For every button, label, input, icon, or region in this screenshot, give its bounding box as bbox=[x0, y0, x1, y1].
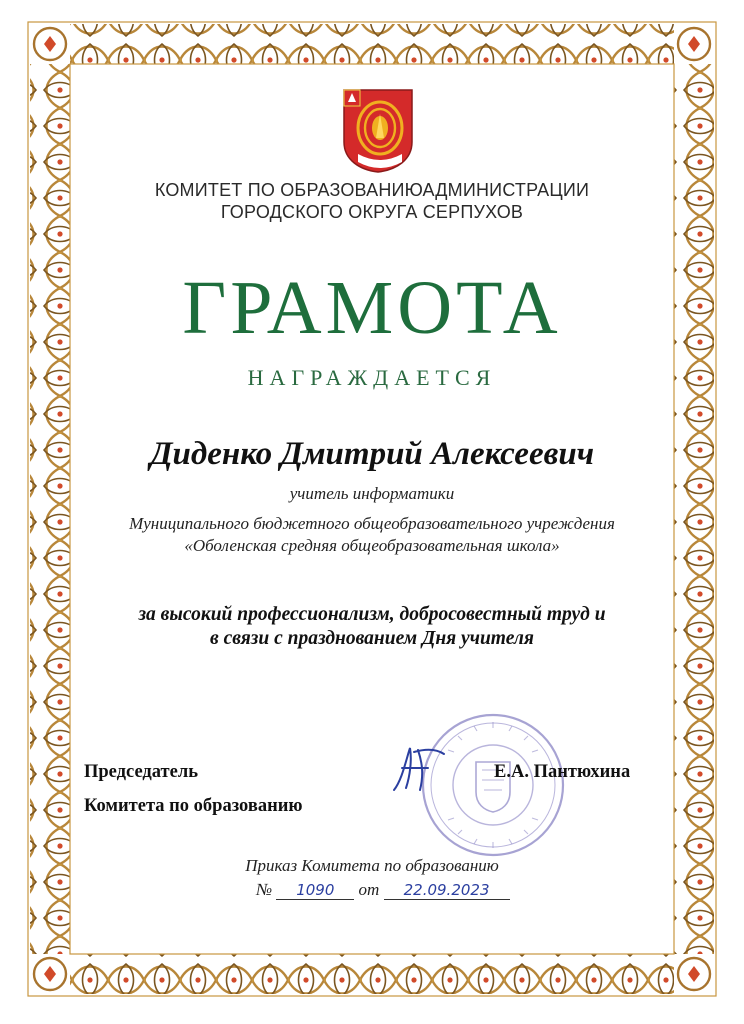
signatory-role-line-1: Председатель bbox=[84, 762, 198, 782]
award-reason-line-1: за высокий профессионализм, добросовестный труд и bbox=[138, 604, 606, 625]
awarded-label: НАГРАЖДАЕТСЯ bbox=[247, 365, 497, 390]
coat-of-arms-emblem bbox=[340, 84, 416, 174]
award-reason-line-2: в связи с празднованием Дня учителя bbox=[210, 628, 534, 649]
order-date-prefix: от bbox=[358, 880, 380, 899]
recipient-position: учитель информатики bbox=[289, 484, 455, 503]
order-reference bbox=[256, 880, 510, 900]
signatory-name: Е.А. Пантюхина bbox=[494, 762, 631, 782]
order-title: Приказ Комитета по образованию bbox=[245, 856, 499, 875]
recipient-organization-line-2: «Оболенская средняя общеобразовательная школа» bbox=[184, 536, 560, 555]
certificate-title: ГРАМОТА bbox=[182, 266, 562, 350]
handwritten-signature bbox=[384, 740, 464, 800]
issuer-line-2: ГОРОДСКОГО ОКРУГА СЕРПУХОВ bbox=[220, 202, 524, 222]
signatory-role-line-2: Комитета по образованию bbox=[84, 796, 303, 816]
issuer-line-1: КОМИТЕТ ПО ОБРАЗОВАНИЮАДМИНИСТРАЦИИ bbox=[154, 180, 590, 200]
recipient-name: Диденко Дмитрий Алексеевич bbox=[149, 436, 595, 472]
order-number: 1090 bbox=[276, 881, 354, 900]
order-date: 22.09.2023 bbox=[384, 881, 510, 900]
order-number-prefix: № bbox=[256, 880, 273, 899]
recipient-organization-line-1: Муниципального бюджетного общеобразовательного учреждения bbox=[129, 514, 615, 533]
